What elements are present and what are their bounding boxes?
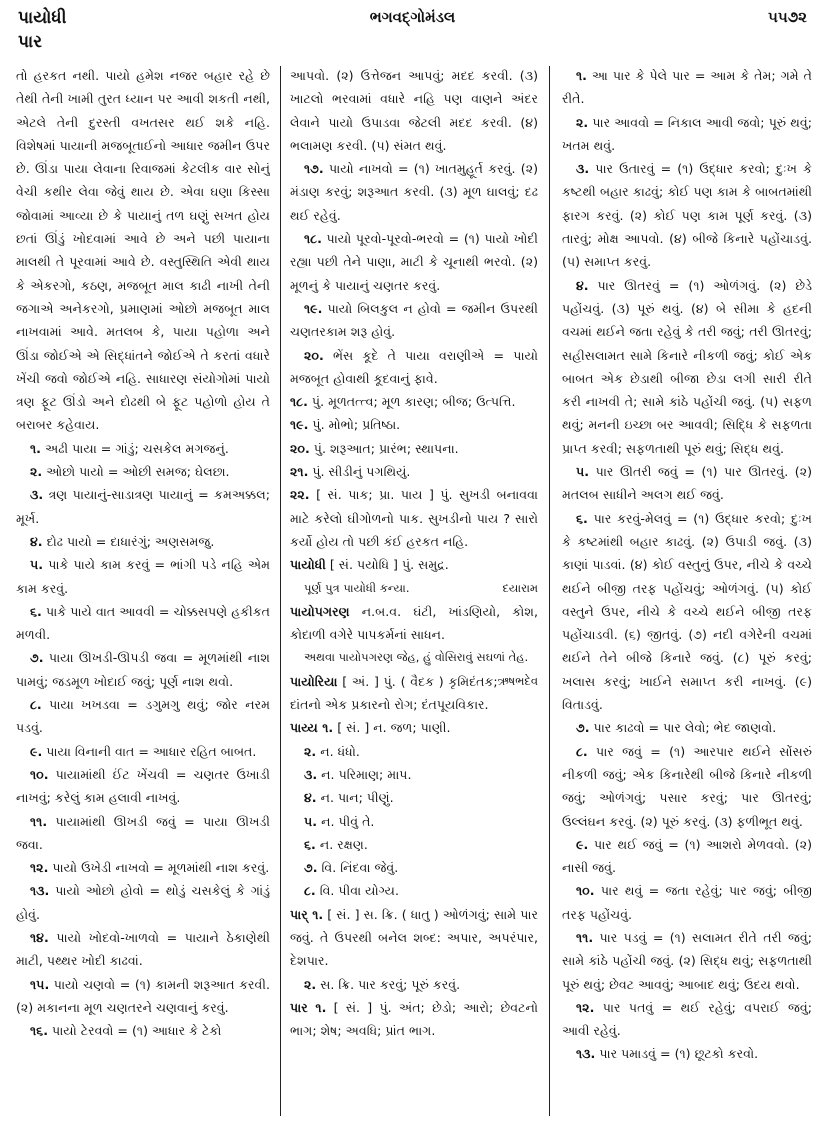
entry-text: પાર કરવું-મેલવું = (૧) ઉદ્ધાર કરવો; દુઃખ કે કષ્ટમાંથી બહાર કાઢવું. (૨) ઉપાડી જવું. (૩) કાણાં પાડવાં. (૪) કોઈ વસ્તુનું ઉપર, નીચે કે વચ્ચે થઈને બીજી તરફ પહોંચવું; ઓળંગવું. (૫) કોઈ વસ્તુને ઉપર, નીચે કે વચ્ચે થઈને બીજી તરફ પહોંચાડવી. (૬) જીતવું. (૭) નદી વગેરેની વચમાં થઈને તેને બીજે કિનારે જવું. (૮) પૂરું કરવું; ખલાસ કરવું; ખાઈને સમાપ્ત કરી નાખવું. (૯) વિતાડવું. xyxy=(562,510,812,713)
entry-text: [ સં. પયોધિ ] પું. સમુદ્ર. xyxy=(325,557,449,573)
entry-text: પાર આવવો = નિકાલ આવી જવો; પૂરું થવું; ખતમ થવું. xyxy=(562,114,812,153)
sub-entry xyxy=(16,530,270,553)
first-guide-word: પાયોધી xyxy=(18,8,67,28)
sub-entry xyxy=(562,740,812,833)
sub-entry xyxy=(16,553,270,600)
sub-entry xyxy=(562,507,812,717)
sub-entry xyxy=(16,600,270,647)
entry-headword: ૧૪. xyxy=(30,929,49,945)
entry-text: પાર થવું = જતા રહેવું; પાર જવું; બીજી તરફ પહોંચવું. xyxy=(562,883,812,922)
sub-entry xyxy=(562,716,812,739)
sub-entry xyxy=(16,483,270,530)
sub-entry xyxy=(562,879,812,926)
entry-text: અથવા પાયોપગરણ જેહ, હું વોસિરાવું સઘળાં તેહ. xyxy=(304,650,529,665)
entry-headword: ૭. xyxy=(576,720,590,736)
dictionary-entry xyxy=(290,716,538,739)
sub-entry xyxy=(290,833,538,856)
entry-text: ન. પરિમાણ; માપ. xyxy=(317,766,412,782)
dictionary-entry xyxy=(290,483,538,553)
sub-entry xyxy=(562,460,812,507)
sub-entry xyxy=(16,1019,270,1042)
sub-entry xyxy=(290,297,538,344)
dictionary-entry xyxy=(290,553,538,576)
entry-text: વિ. નિંદવા જેવું. xyxy=(317,860,399,876)
quote-author: ઋષભદેવ xyxy=(497,673,538,688)
entry-headword: ૫. xyxy=(304,813,318,829)
entry-text: સ. ક્રિ. પાર કરવું; પૂરું કરવું. xyxy=(316,976,461,992)
entry-headword: ૬. xyxy=(304,836,316,852)
column-1 xyxy=(16,64,270,1119)
entry-headword: ૧. xyxy=(576,68,587,83)
column-3 xyxy=(562,64,812,1119)
entry-text: વિ. પીવા યોગ્ય. xyxy=(315,883,399,899)
entry-text: આ પાર કે પેલે પાર = આમ કે તેમ; ગમે તે રીતે. xyxy=(562,68,812,107)
entry-text: ભેંસ કૂદે તે પાયા વરાણીએ = પાયો મજબૂત હોવાથી કૂદવાનું ફાવે. xyxy=(290,347,538,386)
entry-headword: ૬. xyxy=(576,510,588,526)
entry-text: પાયો ઉખેડી નાખવો = મૂળમાંથી નાશ કરવું. xyxy=(48,860,270,876)
entry-headword: ૨૦. xyxy=(304,347,324,363)
entry-headword: ૨૦. xyxy=(290,440,310,456)
entry-headword: ૧૯. xyxy=(290,417,309,433)
entry-text: પાર પતવું = થઈ રહેવું; વપરાઈ જવું; આવી રહેવું. xyxy=(562,999,812,1039)
entry-text: પાકે પાયે કામ કરવું = ભાંગી પડે નહિ એમ કામ કરવું. xyxy=(16,557,270,596)
entry-text: પાકે પાયે વાત આવવી = ચોક્કસપણે હકીકત મળવી. xyxy=(16,603,270,643)
entry-text: પાર ઉતારવું = (૧) ઉદ્ધાર કરવો; દુઃખ કે કષ્ટથી બહાર કાઢવું; કોઈ પણ કામ કે બાબતમાંથી ફારગ કરવું. (૨) કોઈ પણ કામ પૂર્ણ કરવું. (૩) તારવું; મોક્ષ આપવો. (૪) બીજે કિનારે પહોંચાડવું. (૫) સમાપ્ત કરવું. xyxy=(562,161,812,270)
entry-headword: ૯. xyxy=(30,743,43,759)
entry-headword: ૫. xyxy=(30,557,44,573)
entry-text: પૂર્ણ પુત્ર પાયોધી કન્યા. xyxy=(304,580,410,595)
entry-headword: ૧૨. xyxy=(576,999,595,1015)
dictionary-entry xyxy=(290,64,538,157)
sub-entry xyxy=(290,856,538,879)
entry-headword: ૧૫. xyxy=(30,976,50,992)
last-guide-word: પાર xyxy=(18,32,42,52)
entry-headword: ૨. xyxy=(30,464,43,480)
sub-entry xyxy=(562,833,812,880)
entry-headword: ૧૨. xyxy=(30,860,49,876)
quotation xyxy=(290,577,538,600)
entry-text: પાર પમાડવું = (૧) છૂટકો કરવો. xyxy=(595,1046,759,1062)
entry-text: ન. રક્ષણ. xyxy=(315,836,368,852)
sub-entry xyxy=(16,926,270,973)
entry-headword: ૧૩. xyxy=(30,883,50,899)
entry-text: પાયામાંથી ઈંટ ખેંચવી = ચણતર ઉખાડી નાખવું; કરેલું કામ હલાવી નાખવું. xyxy=(16,766,270,806)
entry-headword: ૧૦. xyxy=(30,766,49,782)
entry-text: ન. પાન; પીણું. xyxy=(316,790,394,806)
entry-headword: ૭. xyxy=(30,650,44,666)
entry-text: ત્રણ પાયાનું-સાડાત્રણ પાયાનું = કમઅક્કલ; મૂર્ખ. xyxy=(16,487,270,526)
entry-text: પાયામાંથી ઊખડી જવું = પાયા ઊખડી જવા. xyxy=(16,813,270,852)
entry-headword: ૧. xyxy=(30,440,41,456)
sub-entry xyxy=(290,157,538,227)
entry-text: પાયો ચણવો = (૧) કામની શરૂઆત કરવી. (૨) મકાનના મૂળ ચણતરને ચણવાનું કરવું. xyxy=(16,976,270,1015)
entry-text: પાયો ટેરવવો = (૧) આધાર કે ટેકો xyxy=(48,1023,222,1039)
entry-headword: ૧૦. xyxy=(576,883,595,899)
entry-headword: ૧૧. xyxy=(30,813,48,829)
entry-headword: પાયોપગરણ xyxy=(290,603,350,619)
dictionary-title: ભગવદ્ગોમંડલ xyxy=(369,8,456,26)
entry-text: [ અં. ] પું. ( વૈદક ) કૃમિદંતક; દાંતનો એક પ્રકારનો રોગ; દંતપૂયવિકાર. xyxy=(290,673,498,713)
column-2 xyxy=(290,64,538,1119)
entry-headword: ૧૧. xyxy=(576,929,594,945)
entry-text: પાર જવું = (૧) આરપાર થઈને સોંસરું નીકળી જવું; એક કિનારેથી બીજે કિનારે નીકળી જવું; ઓળંગવું; પસાર કરવું; પાર ઊતરવું; ઉલ્લંઘન કરવું. (૨) પૂરું કરવું. (૩) ફળીભૂત થવું. xyxy=(562,743,812,829)
entry-text: પાયા ઊખડી-ઊપડી જવા = મૂળમાંથી નાશ પામવું; જડમૂળ ખોદાઈ જવું; પૂર્ણ નાશ થવો. xyxy=(16,650,270,689)
dictionary-entry xyxy=(290,600,538,647)
sub-entry xyxy=(562,157,812,273)
sub-entry xyxy=(16,879,270,926)
entry-text: [ સં. ] સ. ક્રિ. ( ધાતુ ) ઓળંગવું; સામે પાર જવું. તે ઉપરથી બનેલ શબ્દ: અપાર, અપરંપાર, દેશપાર. xyxy=(290,906,538,969)
entry-headword: ૪. xyxy=(30,533,43,549)
dictionary-entry xyxy=(290,437,538,460)
entry-text: પું. સીડીનું પગથિયું. xyxy=(308,464,411,480)
page-number: ૫૫૭૨ xyxy=(768,8,807,26)
sub-entry xyxy=(16,693,270,740)
entry-text: [ સં. ] ન. જળ; પાણી. xyxy=(333,720,451,736)
sub-entry xyxy=(290,810,538,833)
sub-entry xyxy=(16,740,270,763)
entry-headword: ૩. xyxy=(304,766,318,782)
entry-text: તો હરકત નથી. પાયો હમેશ નજર બહાર રહે છે તેથી તેની ખામી તુરત ધ્યાન પર આવી શકતી નથી, એટલે તેની દુરસ્તી વખતસર થઈ શકે નહિ. વિશેષમાં પાયાની મજબૂતાઈનો આધાર જમીન ઉપર છે. ઊંડા પાયા લેવાના રિવાજમાં કેટલીક વાર સોનું વેચી કથીર લેવા જેવું થાય છે. એવા ઘણા કિસ્સા જોવામાં આવ્યા છે કે પાયાનું તળ ઘણું સખત હોય છતાં ઊંડું ખોદવામાં આવે છે અને પછી પાયાના માલથી તે પૂરવામાં આવે છે. વસ્તુસ્થિતિ એવી થાય કે એકરગો, કઠણ, મજબૂત માલ કાઢી નાખી તેની જગાએ અનેકરગો, પ્રમાણમાં ઓછો મજબૂત માલ નાખવામાં આવે. મતલબ કે, પાયા પહોળા અને ઊંડા જોઈએ એ સિદ્ધાંતને જોઈએ તે કરતાં વધારે ખેંચી જવો જોઈએ નહિ. સાધારણ સંયોગોમાં પાયો ત્રણ ફૂટ ઊંડો અને દોઢથી બે ફૂટ પહોળો હોય તે બરાબર કહેવાય. xyxy=(16,68,270,433)
sub-entry xyxy=(290,973,538,996)
sub-entry xyxy=(290,227,538,297)
entry-headword: ૧૮. xyxy=(304,231,322,247)
entry-headword: ૧૬. xyxy=(30,1023,49,1039)
sub-entry xyxy=(562,111,812,158)
sub-entry xyxy=(16,646,270,693)
entry-headword: ૨૧. xyxy=(290,464,309,480)
entry-headword: પાયોરિયા xyxy=(290,673,338,689)
entry-text: અઢી પાયા = ગાંડું; ચસકેલ મગજનું. xyxy=(40,440,229,456)
dictionary-entry xyxy=(16,64,270,437)
entry-headword: ૬. xyxy=(30,603,42,619)
entry-text: પાયો બિલકુલ ન હોવો = જમીન ઉપરથી ચણતરકામ શરૂ હોવું. xyxy=(290,300,538,340)
entry-headword: ૧૭. xyxy=(304,161,324,177)
entry-headword: ૨. xyxy=(576,114,589,130)
sub-entry xyxy=(290,344,538,391)
sub-entry xyxy=(290,879,538,902)
entry-headword: ૮. xyxy=(30,697,42,713)
entry-headword: ૨. xyxy=(304,743,317,759)
sub-entry xyxy=(16,763,270,810)
sub-entry xyxy=(290,740,538,763)
entry-text: પું. મૂળતત્ત્વ; મૂળ કારણ; બીજ; ઉત્પત્તિ. xyxy=(307,394,516,410)
entry-text: [ સં. ] પું. અંત; છેડો; આરો; છેવટનો ભાગ; શેષ; અવધિ; પ્રાંત ભાગ. xyxy=(290,999,538,1039)
entry-headword: ૧૩. xyxy=(576,1046,596,1062)
entry-text: [ સં. પાક; પ્રા. પાય ] પું. સુખડી બનાવવા માટે કરેલો ઘીગોળનો પાક. સુખડીનો પાય ? સારો કર્યો હોય તો પછી કંઈ હરકત નહિ. xyxy=(290,487,538,549)
entry-text: પાયો ખોદવો-ખાળવો = પાયાને ઠેકાણેથી માટી, પથ્થર ખોદી કાઢવાં. xyxy=(16,929,270,969)
entry-headword: પાય્ય ૧. xyxy=(290,720,334,736)
entry-headword: ૩. xyxy=(30,487,44,503)
entry-headword: ૧૯. xyxy=(304,300,323,316)
entry-headword: ૩. xyxy=(576,161,590,177)
entry-text: પાર થઈ જવું = (૧) આશરો મેળવવો. (૨) નાસી જવું. xyxy=(562,836,812,876)
entry-headword: ૯. xyxy=(576,836,589,852)
entry-text: પાયો ઓછો હોવો = થોડું ચસકેલું કે ગાંડું હોવું. xyxy=(16,883,270,922)
sub-entry xyxy=(16,856,270,879)
entry-text: આપવો. (૨) ઉત્તેજન આપવું; મદદ કરવી. (૩) ખાટલો ભરવામાં વધારે નહિ પણ વાણને અંદર લેવાને પાયો ઉપાડવા જેટલી મદદ કરવી. (૪) ભલામણ કરવી. (૫) સંમત થવું. xyxy=(290,68,538,153)
entry-headword: ૨. xyxy=(304,976,317,992)
dictionary-entry xyxy=(290,996,538,1043)
sub-entry xyxy=(562,274,812,460)
entry-headword: ૮. xyxy=(304,883,316,899)
entry-headword: ૪. xyxy=(304,790,317,806)
sub-entry xyxy=(290,763,538,786)
entry-headword: પાર ૧. xyxy=(290,999,327,1015)
entry-text: ન.બ.વ. ઘંટી, ખાંડણિયો, કોશ, કોદાળી વગેરે પાપકર્મનાં સાધન. xyxy=(290,603,538,643)
sub-entry xyxy=(562,64,812,111)
dictionary-entry xyxy=(290,903,538,973)
entry-text: પાર કાઢવો = પાર લેવો; ભેદ જાણવો. xyxy=(589,720,777,736)
dictionary-entry xyxy=(290,413,538,436)
entry-text: પાયા વિનાની વાત = આધાર રહિત બાબત. xyxy=(42,743,257,759)
entry-headword: ૨૨. xyxy=(290,487,310,503)
sub-entry xyxy=(16,460,270,483)
sub-entry xyxy=(16,973,270,1020)
entry-text: પાર ઊતરવું = (૧) ઓળંગવું. (૨) છેડે પહોંચવું. (૩) પૂરું થવું. (૪) બે સીમા કે હદની વચમાં થઈને જતા રહેવું કે તરી જવું; તરી ઊતરવું; સહીસલામત સામે કિનારે નીકળી જવું; કોઈ એક બાબત એક છેડાથી બીજા છેડા લગી સારી રીતે કરી નાખવી તે; સામે કાંઠે પહોંચી જવું. (૫) સફળ થવું; મનની ઇચ્છા બર આવવી; સિદ્ધિ કે સફળતા પ્રાપ્ત કરવી; સફળતાથી પૂરું થવું; સિદ્ધ થવું. xyxy=(562,277,812,456)
quote-author: દયારામ xyxy=(502,580,538,595)
sub-entry xyxy=(290,786,538,809)
entry-text: પાયો પૂરવો-પૂરવો-ભરવો = (૧) પાયો ખોદી રહ્યા પછી તેને પાણા, માટી કે ચૂનાથી ભરવો. (૨) મૂળનું કે પાયાનું ચણતર કરવું. xyxy=(290,231,538,293)
sub-entry xyxy=(562,996,812,1043)
entry-headword: ૭. xyxy=(304,860,318,876)
sub-entry xyxy=(562,1042,812,1065)
dictionary-entry xyxy=(290,460,538,483)
entry-headword: ૪. xyxy=(576,277,589,293)
column-divider xyxy=(280,66,281,1116)
entry-text: પાયો નાખવો = (૧) ખાતમુહૂર્ત કરવું. (૨) મંડાણ કરવું; શરૂઆત કરવી. (૩) મૂળ ઘાલવું; દઢ થઈ રહેવું. xyxy=(290,161,538,223)
entry-headword: ૫. xyxy=(576,464,590,480)
entry-text: પાર પડવું = (૧) સલામત રીતે તરી જવું; સામે કાંઠે પહોંચી જવું. (૨) સિદ્ધ થવું; સફળતાથી પૂરું થવું; છેવટ આવવું; આબાદ થવું; ઉદય થવો. xyxy=(562,929,812,992)
entry-text: પાયા ખખડવા = ડગુમગુ થવું; જોર નરમ પડવું. xyxy=(16,697,270,736)
entry-text: ઓછો પાયો = ઓછી સમજ; ઘેલછા. xyxy=(42,464,230,480)
column-divider xyxy=(549,66,550,1116)
entry-text: પાર ઊતરી જવું = (૧) પાર ઊતરવું. (૨) મતલબ સાધીને અલગ થઈ જવું. xyxy=(562,464,812,503)
entry-headword: પાર્ ૧. xyxy=(290,906,324,922)
sub-entry xyxy=(16,437,270,460)
entry-text: ન. પીવું તે. xyxy=(317,813,375,829)
entry-headword: ૧૮. xyxy=(290,394,308,410)
entry-text: પું. મોભો; પ્રતિષ્ઠા. xyxy=(308,417,401,433)
entry-headword: પાયોધી xyxy=(290,557,326,573)
sub-entry xyxy=(562,926,812,996)
sub-entry xyxy=(16,810,270,857)
dictionary-entry xyxy=(290,390,538,413)
entry-text: ન. ધંધો. xyxy=(316,743,360,759)
entry-text: દોઢ પાયો = દાધારંગું; અણસમજુ. xyxy=(42,533,215,549)
entry-headword: ૮. xyxy=(576,743,588,759)
entry-text: પું. શરૂઆત; પ્રારંભ; સ્થાપના. xyxy=(309,440,459,456)
